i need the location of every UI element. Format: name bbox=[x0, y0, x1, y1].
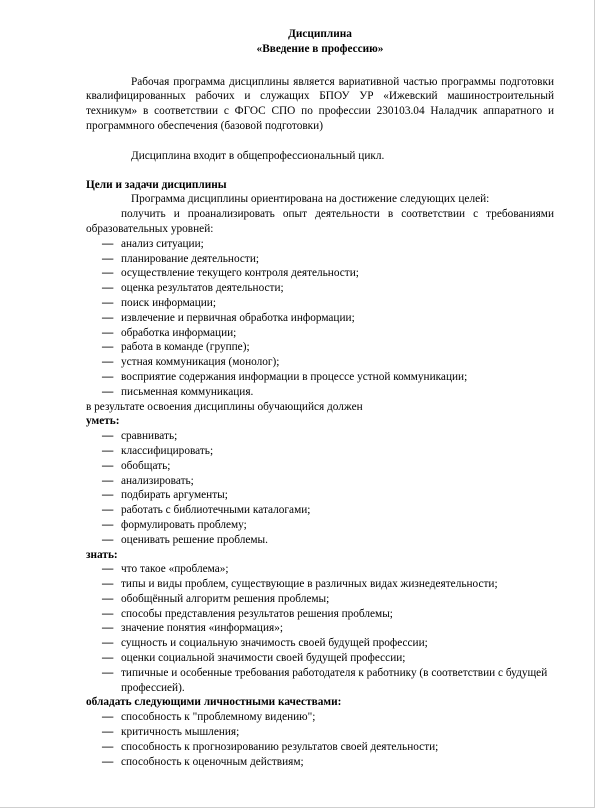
dash-bullet: — bbox=[102, 385, 114, 398]
dash-bullet: — bbox=[102, 341, 114, 354]
dash-bullet: — bbox=[102, 637, 114, 650]
skill-item bbox=[86, 444, 554, 459]
goal-item bbox=[86, 311, 554, 326]
dash-bullet: — bbox=[102, 711, 114, 724]
skill-item bbox=[86, 503, 554, 518]
dash-bullet: — bbox=[102, 563, 114, 576]
skill-item bbox=[86, 518, 554, 533]
intro-paragraph: Рабочая программа дисциплины является вариативной частью программы подготовки квалифицированных рабочих и служащих БПОУ УР «Ижевский машиностроительный техникум» в соответствии с ФГОС СПО по профессии 230103.04 Наладчик аппаратного и программного обеспечения (базовой подготовки) bbox=[86, 75, 554, 132]
list-item-text: критичность мышления; bbox=[121, 726, 240, 739]
list-item-text: сущность и социальную значимость своей будущей профессии; bbox=[121, 637, 428, 650]
skill-item bbox=[86, 429, 554, 444]
dash-bullet: — bbox=[102, 504, 114, 517]
goals-main: получить и проанализировать опыт деятельности в соответствии с требованиями образовательных уровней: bbox=[86, 208, 554, 235]
list-item-text: письменная коммуникация. bbox=[121, 385, 254, 398]
list-item-text: анализ ситуации; bbox=[121, 237, 204, 250]
umet-heading: уметь: bbox=[86, 415, 120, 428]
umet-list bbox=[86, 429, 554, 547]
list-item-text: что такое «проблема»; bbox=[121, 563, 229, 576]
goals-heading: Цели и задачи дисциплины bbox=[86, 178, 227, 191]
cycle-paragraph: Дисциплина входит в общепрофессиональный цикл. bbox=[131, 149, 385, 162]
knowledge-item bbox=[86, 562, 554, 577]
skill-item bbox=[86, 533, 554, 548]
list-item-text: способность к прогнозированию результатов своей деятельности; bbox=[121, 740, 439, 753]
skill-item bbox=[86, 474, 554, 489]
dash-bullet: — bbox=[102, 518, 114, 531]
goal-item bbox=[86, 281, 554, 296]
dash-bullet: — bbox=[102, 252, 114, 265]
qualities-list bbox=[86, 710, 554, 769]
dash-bullet: — bbox=[102, 622, 114, 635]
list-item-text: обобщать; bbox=[121, 459, 171, 472]
list-item-text: обработка информации; bbox=[121, 326, 237, 339]
list-item-text: классифицировать; bbox=[121, 444, 214, 457]
document-subtitle: «Введение в профессию» bbox=[256, 42, 384, 55]
goal-item bbox=[86, 355, 554, 370]
quality-item bbox=[86, 725, 554, 740]
dash-bullet: — bbox=[102, 356, 114, 369]
list-item-text: способы представления результатов решения проблемы; bbox=[121, 607, 393, 620]
dash-bullet: — bbox=[102, 370, 114, 383]
dash-bullet: — bbox=[102, 726, 114, 739]
dash-bullet: — bbox=[102, 592, 114, 605]
qualities-heading: обладать следующими личностными качествами: bbox=[86, 696, 342, 709]
dash-bullet: — bbox=[102, 282, 114, 295]
list-item-text: обобщённый алгоритм решения проблемы; bbox=[121, 592, 330, 605]
dash-bullet: — bbox=[102, 578, 114, 591]
dash-bullet: — bbox=[102, 296, 114, 309]
list-item-text: устная коммуникация (монолог); bbox=[121, 356, 280, 369]
dash-bullet: — bbox=[102, 474, 114, 487]
goals-intro: Программа дисциплины ориентирована на достижение следующих целей: bbox=[131, 193, 490, 206]
list-item-text: оценки социальной значимости своей будущей профессии; bbox=[121, 652, 406, 665]
dash-bullet: — bbox=[102, 607, 114, 620]
list-item-text: работа в команде (группе); bbox=[121, 341, 250, 354]
dash-bullet: — bbox=[102, 430, 114, 443]
knowledge-item bbox=[86, 592, 554, 607]
dash-bullet: — bbox=[102, 326, 114, 339]
goal-item bbox=[86, 266, 554, 281]
dash-bullet: — bbox=[102, 666, 114, 679]
list-item-text: подбирать аргументы; bbox=[121, 489, 228, 502]
goal-item bbox=[86, 370, 554, 385]
list-item-text: работать с библиотечными каталогами; bbox=[121, 504, 311, 517]
skill-item bbox=[86, 488, 554, 503]
list-item-text: способность к "проблемному видению"; bbox=[121, 711, 316, 724]
knowledge-item bbox=[86, 651, 554, 666]
document-body bbox=[86, 27, 554, 769]
goals-list bbox=[86, 237, 554, 400]
list-item-text: значение понятия «информация»; bbox=[121, 622, 283, 635]
list-item-text: типы и виды проблем, существующие в различных видах жизнедеятельности; bbox=[121, 578, 498, 591]
list-item-text: способность к оценочным действиям; bbox=[121, 755, 304, 768]
goal-item bbox=[86, 385, 554, 400]
quality-item bbox=[86, 740, 554, 755]
dash-bullet: — bbox=[102, 311, 114, 324]
goal-item bbox=[86, 296, 554, 311]
dash-bullet: — bbox=[102, 652, 114, 665]
list-item-text: сравнивать; bbox=[121, 430, 178, 443]
list-item-text: извлечение и первичная обработка информации; bbox=[121, 311, 355, 324]
knowledge-item bbox=[86, 621, 554, 636]
skill-item bbox=[86, 459, 554, 474]
list-item-text: формулировать проблему; bbox=[121, 518, 247, 531]
dash-bullet: — bbox=[102, 444, 114, 457]
dash-bullet: — bbox=[102, 489, 114, 502]
znat-heading: знать: bbox=[86, 548, 118, 561]
goal-item bbox=[86, 252, 554, 267]
dash-bullet: — bbox=[102, 740, 114, 753]
knowledge-item bbox=[86, 636, 554, 651]
list-item-text: поиск информации; bbox=[121, 296, 216, 309]
knowledge-item bbox=[86, 577, 554, 592]
quality-item bbox=[86, 755, 554, 770]
dash-bullet: — bbox=[102, 755, 114, 768]
list-item-text: осуществление текущего контроля деятельности; bbox=[121, 267, 359, 280]
dash-bullet: — bbox=[102, 237, 114, 250]
list-item-text: оценивать решение проблемы. bbox=[121, 533, 268, 546]
goal-item bbox=[86, 237, 554, 252]
znat-list bbox=[86, 562, 554, 695]
quality-item bbox=[86, 710, 554, 725]
dash-bullet: — bbox=[102, 267, 114, 280]
document-title: Дисциплина bbox=[288, 28, 352, 40]
goal-item bbox=[86, 326, 554, 341]
knowledge-item bbox=[86, 607, 554, 622]
dash-bullet: — bbox=[102, 533, 114, 546]
dash-bullet: — bbox=[102, 459, 114, 472]
goal-item bbox=[86, 340, 554, 355]
result-line: в результате освоения дисциплины обучающийся должен bbox=[86, 400, 363, 413]
knowledge-item bbox=[86, 666, 554, 696]
list-item-text: восприятие содержания информации в процессе устной коммуникации; bbox=[121, 370, 468, 383]
list-item-text: типичные и особенные требования работодателя к работнику (в соответствии с будущей профессией). bbox=[121, 666, 548, 694]
list-item-text: планирование деятельности; bbox=[121, 252, 260, 265]
list-item-text: оценка результатов деятельности; bbox=[121, 282, 284, 295]
list-item-text: анализировать; bbox=[121, 474, 194, 487]
